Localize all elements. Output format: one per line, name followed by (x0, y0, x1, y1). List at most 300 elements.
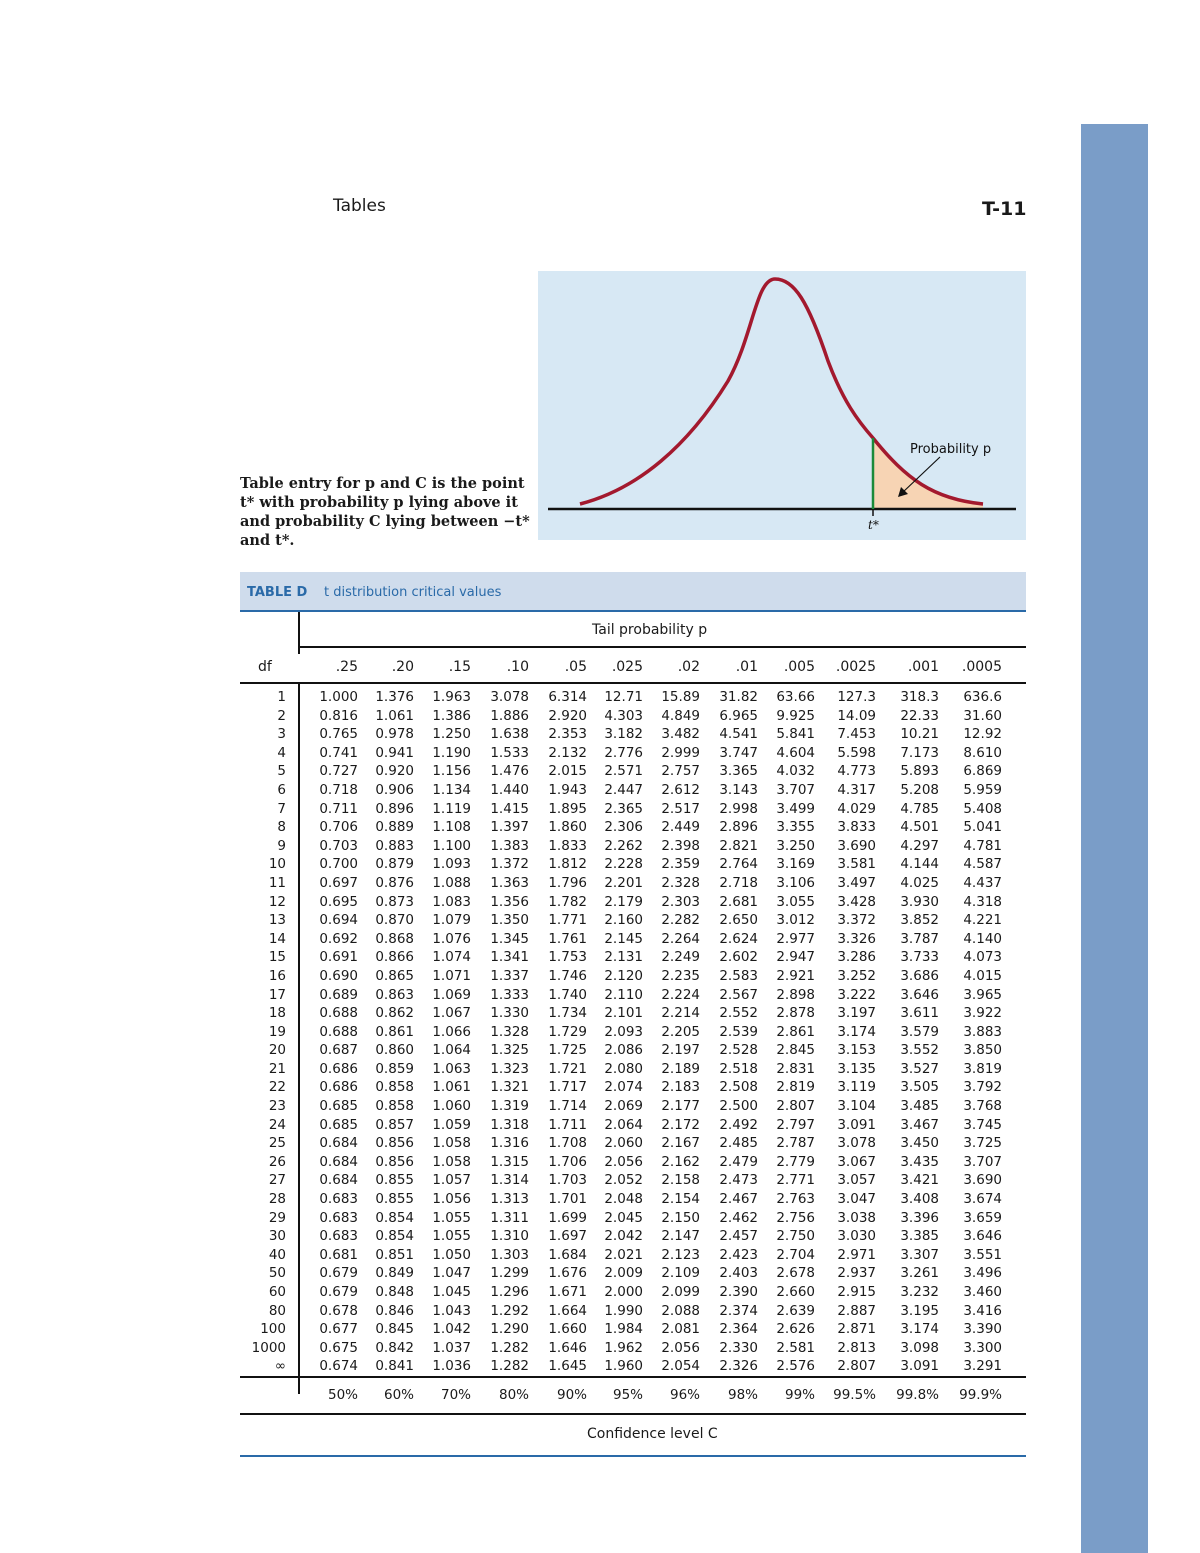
critical-value-cell: 0.848 (375, 1284, 414, 1300)
critical-value-cell: 0.679 (319, 1284, 358, 1300)
critical-value-cell: 3.747 (719, 744, 758, 761)
critical-value-cell: 0.683 (319, 1228, 358, 1245)
critical-value-cell: 1.045 (432, 1284, 471, 1300)
critical-value-cell: 2.552 (719, 1005, 758, 1022)
df-value: 27 (268, 1172, 286, 1189)
df-value: 8 (277, 819, 286, 836)
critical-value-cell: 1.711 (548, 1116, 587, 1133)
df-value: 6 (277, 781, 286, 798)
critical-value-cell: 0.688 (319, 1023, 358, 1040)
critical-value-cell: 3.725 (963, 1135, 1002, 1152)
critical-value-cell: 3.078 (837, 1135, 876, 1152)
df-value: 28 (268, 1191, 286, 1208)
critical-value-cell: 2.845 (776, 1042, 815, 1059)
critical-value-cell: 0.686 (319, 1079, 358, 1096)
critical-value-cell: 4.025 (900, 874, 939, 891)
critical-value-cell: 2.763 (776, 1191, 815, 1208)
critical-value-cell: 3.659 (963, 1209, 1002, 1226)
critical-value-cell: 5.598 (837, 744, 876, 761)
critical-value-cell: 1.860 (548, 819, 587, 836)
critical-value-cell: 2.887 (837, 1302, 876, 1319)
df-value: 40 (268, 1246, 286, 1263)
critical-value-cell: 0.896 (375, 800, 414, 817)
critical-value-cell: 1.725 (548, 1042, 587, 1059)
critical-value-cell: 0.685 (319, 1098, 358, 1115)
critical-value-cell: 1.886 (490, 707, 529, 724)
critical-value-cell: 6.965 (719, 707, 758, 724)
critical-value-cell: 2.364 (719, 1321, 758, 1338)
critical-value-cell: 2.093 (604, 1023, 643, 1040)
df-value: 30 (268, 1228, 286, 1245)
critical-value-cell: 1.071 (432, 967, 471, 984)
critical-value-cell: 1.386 (432, 707, 471, 724)
critical-value-cell: 0.711 (319, 800, 358, 817)
confidence-level-cell: 95% (612, 1387, 643, 1403)
critical-value-cell: 2.365 (604, 800, 643, 817)
critical-value-cell: 1.310 (490, 1228, 529, 1245)
critical-value-cell: 0.862 (375, 1005, 414, 1022)
critical-value-cell: 2.423 (719, 1246, 758, 1263)
critical-value-column (946, 688, 1002, 1376)
df-value: 25 (268, 1135, 286, 1152)
critical-value-column (531, 688, 587, 1376)
tail-prob-header: .025 (611, 659, 643, 675)
critical-value-cell: 3.416 (963, 1302, 1002, 1319)
critical-value-cell: 2.074 (604, 1079, 643, 1096)
critical-value-cell: 3.143 (719, 781, 758, 798)
critical-value-column (358, 688, 414, 1376)
t-distribution-figure (538, 271, 1026, 540)
critical-value-cell: 1.303 (490, 1246, 529, 1263)
critical-value-cell: 1.345 (490, 930, 529, 947)
df-value: 26 (268, 1153, 286, 1170)
critical-value-cell: 2.235 (661, 967, 700, 984)
critical-value-cell: 4.773 (837, 763, 876, 780)
critical-value-cell: 1.761 (548, 930, 587, 947)
critical-value-cell: 1.057 (432, 1172, 471, 1189)
df-value: 16 (268, 967, 286, 984)
critical-value-cell: 2.264 (661, 930, 700, 947)
critical-value-cell: 1.796 (548, 874, 587, 891)
critical-value-cell: 1.061 (432, 1079, 471, 1096)
critical-value-cell: 1.341 (490, 949, 529, 966)
critical-value-cell: 3.460 (963, 1284, 1002, 1300)
critical-value-cell: 1.066 (432, 1023, 471, 1040)
critical-value-cell: 2.624 (719, 930, 758, 947)
critical-value-cell: 1.058 (432, 1135, 471, 1152)
critical-value-cell: 1.746 (548, 967, 587, 984)
critical-value-cell: 3.232 (900, 1284, 939, 1300)
critical-value-cell: 2.109 (661, 1265, 700, 1282)
critical-value-cell: 4.303 (604, 707, 643, 724)
critical-value-cell: 2.539 (719, 1023, 758, 1040)
critical-value-cell: 2.764 (719, 856, 758, 873)
critical-value-cell: 2.947 (776, 949, 815, 966)
tail-prob-header: .0005 (961, 659, 1002, 675)
critical-value-cell: 0.700 (319, 856, 358, 873)
critical-value-cell: 3.787 (900, 930, 939, 947)
critical-value-column (302, 688, 358, 1376)
critical-value-cell: 0.854 (375, 1228, 414, 1245)
critical-value-cell: 1.703 (548, 1172, 587, 1189)
critical-value-cell: 4.029 (837, 800, 876, 817)
critical-value-cell: 1.990 (604, 1302, 643, 1319)
critical-value-cell: 3.852 (900, 912, 939, 929)
critical-value-cell: 2.145 (604, 930, 643, 947)
critical-value-cell: 4.221 (963, 912, 1002, 929)
critical-value-cell: 1.315 (490, 1153, 529, 1170)
critical-value-cell: 3.355 (776, 819, 815, 836)
critical-value-cell: 0.718 (319, 781, 358, 798)
critical-value-cell: 0.865 (375, 967, 414, 984)
df-value: 80 (268, 1302, 286, 1319)
critical-value-cell: 2.326 (719, 1358, 758, 1375)
critical-value-cell: 2.977 (776, 930, 815, 947)
df-value: 10 (268, 856, 286, 873)
critical-value-cell: 2.060 (604, 1135, 643, 1152)
running-head: Tables (333, 196, 386, 216)
critical-value-cell: 4.781 (963, 837, 1002, 854)
critical-value-cell: 2.197 (661, 1042, 700, 1059)
critical-value-cell: 0.692 (319, 930, 358, 947)
critical-value-cell: 2.612 (661, 781, 700, 798)
critical-value-cell: 2.571 (604, 763, 643, 780)
critical-value-cell: 3.078 (490, 689, 529, 705)
critical-value-cell: 2.718 (719, 874, 758, 891)
critical-value-cell: 5.208 (900, 781, 939, 798)
critical-value-cell: 5.959 (963, 781, 1002, 798)
critical-value-cell: 3.497 (837, 874, 876, 891)
critical-value-cell: 6.869 (963, 763, 1002, 780)
critical-value-cell: 0.678 (319, 1302, 358, 1319)
critical-value-column (415, 688, 471, 1376)
critical-value-cell: 0.870 (375, 912, 414, 929)
critical-value-cell: 2.602 (719, 949, 758, 966)
critical-value-cell: 0.690 (319, 967, 358, 984)
df-divider (298, 684, 300, 1394)
critical-value-cell: 2.528 (719, 1042, 758, 1059)
page-number: T-11 (982, 198, 1027, 220)
critical-value-cell: 1.055 (432, 1209, 471, 1226)
critical-value-cell: 3.768 (963, 1098, 1002, 1115)
critical-value-cell: 2.042 (604, 1228, 643, 1245)
critical-value-cell: 1.684 (548, 1246, 587, 1263)
critical-value-cell: 4.140 (963, 930, 1002, 947)
critical-value-cell: 0.883 (375, 837, 414, 854)
critical-value-cell: 2.457 (719, 1228, 758, 1245)
critical-value-cell: 2.971 (837, 1246, 876, 1263)
critical-value-cell: 2.398 (661, 837, 700, 854)
critical-value-cell: 2.177 (661, 1098, 700, 1115)
tail-prob-header: .0025 (835, 659, 876, 675)
critical-value-cell: 2.447 (604, 781, 643, 798)
tail-prob-header: .02 (677, 659, 700, 675)
critical-value-cell: 0.706 (319, 819, 358, 836)
critical-value-cell: 2.807 (837, 1358, 876, 1375)
critical-value-cell: 3.153 (837, 1042, 876, 1059)
critical-value-cell: 2.249 (661, 949, 700, 966)
df-value: 13 (268, 912, 286, 929)
critical-value-cell: 1.319 (490, 1098, 529, 1115)
tail-prob-header: .005 (783, 659, 815, 675)
confidence-level-cell: 99.8% (896, 1387, 939, 1403)
df-value: 11 (268, 874, 286, 891)
critical-value-cell: 0.697 (319, 874, 358, 891)
critical-value-cell: 2.937 (837, 1265, 876, 1282)
critical-value-cell: 3.408 (900, 1191, 939, 1208)
critical-value-cell: 3.646 (963, 1228, 1002, 1245)
tail-prob-header: .05 (564, 659, 587, 675)
critical-value-cell: 0.691 (319, 949, 358, 966)
critical-value-cell: 1.363 (490, 874, 529, 891)
density-curve-diagram (538, 271, 1026, 540)
critical-value-cell: 3.707 (963, 1153, 1002, 1170)
critical-value-cell: 3.496 (963, 1265, 1002, 1282)
critical-value-cell: 2.757 (661, 763, 700, 780)
df-header: df (258, 659, 272, 675)
critical-value-cell: 14.09 (837, 707, 876, 724)
critical-value-cell: 2.330 (719, 1339, 758, 1356)
critical-value-cell: 1.296 (490, 1284, 529, 1300)
critical-value-cell: 1.325 (490, 1042, 529, 1059)
critical-value-cell: 0.854 (375, 1209, 414, 1226)
critical-value-cell: 0.684 (319, 1135, 358, 1152)
critical-value-column (820, 688, 876, 1376)
critical-value-cell: 3.467 (900, 1116, 939, 1133)
critical-value-cell: 1.721 (548, 1060, 587, 1077)
critical-value-cell: 2.678 (776, 1265, 815, 1282)
critical-value-cell: 2.449 (661, 819, 700, 836)
table-title-band (240, 572, 1026, 610)
critical-value-cell: 2.101 (604, 1005, 643, 1022)
critical-value-cell: 127.3 (837, 689, 876, 705)
df-value: 12 (268, 893, 286, 910)
critical-value-cell: 3.581 (837, 856, 876, 873)
df-value: 3 (277, 726, 286, 743)
critical-value-cell: 0.889 (375, 819, 414, 836)
tail-prob-header: .25 (335, 659, 358, 675)
critical-value-cell: 0.856 (375, 1153, 414, 1170)
critical-value-cell: 1.282 (490, 1339, 529, 1356)
critical-value-cell: 1.397 (490, 819, 529, 836)
critical-value-cell: 0.703 (319, 837, 358, 854)
critical-value-cell: 2.567 (719, 986, 758, 1003)
critical-value-cell: 1.076 (432, 930, 471, 947)
critical-value-cell: 1.318 (490, 1116, 529, 1133)
critical-value-cell: 0.859 (375, 1060, 414, 1077)
critical-value-cell: 0.681 (319, 1246, 358, 1263)
tail-probability-header: Tail probability p (592, 622, 708, 638)
critical-value-cell: 0.920 (375, 763, 414, 780)
critical-value-cell: 2.639 (776, 1302, 815, 1319)
critical-value-cell: 2.473 (719, 1172, 758, 1189)
df-value: 4 (277, 744, 286, 761)
critical-value-cell: 1.064 (432, 1042, 471, 1059)
critical-value-cell: 2.172 (661, 1116, 700, 1133)
critical-value-cell: 3.792 (963, 1079, 1002, 1096)
critical-value-cell: 3.499 (776, 800, 815, 817)
critical-value-cell: 1.060 (432, 1098, 471, 1115)
critical-value-cell: 1.059 (432, 1116, 471, 1133)
critical-value-cell: 1.740 (548, 986, 587, 1003)
df-value: 21 (268, 1060, 286, 1077)
critical-value-cell: 12.71 (604, 689, 643, 705)
critical-value-cell: 3.307 (900, 1246, 939, 1263)
critical-value-cell: 3.300 (963, 1339, 1002, 1356)
critical-value-cell: 2.228 (604, 856, 643, 873)
critical-value-cell: 0.849 (375, 1265, 414, 1282)
critical-value-column (702, 688, 758, 1376)
critical-value-cell: 1.812 (548, 856, 587, 873)
critical-value-cell: 2.650 (719, 912, 758, 929)
critical-value-cell: 0.688 (319, 1005, 358, 1022)
critical-value-cell: 1.984 (604, 1321, 643, 1338)
critical-value-cell: 3.922 (963, 1005, 1002, 1022)
critical-value-cell: 2.306 (604, 819, 643, 836)
critical-value-cell: 2.999 (661, 744, 700, 761)
critical-value-cell: 2.462 (719, 1209, 758, 1226)
critical-value-cell: 2.088 (661, 1302, 700, 1319)
tail-prob-header: .01 (735, 659, 758, 675)
critical-value-cell: 0.855 (375, 1191, 414, 1208)
critical-value-cell: 1.056 (432, 1191, 471, 1208)
critical-value-cell: 3.646 (900, 986, 939, 1003)
critical-value-cell: 2.374 (719, 1302, 758, 1319)
critical-value-cell: 0.855 (375, 1172, 414, 1189)
tail-prob-header: .001 (907, 659, 939, 675)
critical-value-cell: 2.080 (604, 1060, 643, 1077)
critical-value-cell: 0.978 (375, 726, 414, 743)
critical-value-cell: 1.701 (548, 1191, 587, 1208)
critical-value-cell: 3.261 (900, 1265, 939, 1282)
critical-value-cell: 0.695 (319, 893, 358, 910)
critical-value-cell: 2.756 (776, 1209, 815, 1226)
critical-value-cell: 1.134 (432, 781, 471, 798)
critical-value-cell: 2.821 (719, 837, 758, 854)
critical-value-cell: 2.064 (604, 1116, 643, 1133)
critical-value-cell: 3.030 (837, 1228, 876, 1245)
critical-value-cell: 2.069 (604, 1098, 643, 1115)
critical-value-cell: 2.021 (604, 1246, 643, 1263)
confidence-level-cell: 99.9% (959, 1387, 1002, 1403)
critical-value-cell: 2.776 (604, 744, 643, 761)
critical-value-cell: 2.154 (661, 1191, 700, 1208)
critical-value-cell: 1.697 (548, 1228, 587, 1245)
critical-value-cell: 2.110 (604, 986, 643, 1003)
critical-value-cell: 1.664 (548, 1302, 587, 1319)
critical-value-cell: 318.3 (900, 689, 939, 705)
density-curve (580, 279, 983, 504)
critical-value-cell: 1.088 (432, 874, 471, 891)
critical-value-cell: 5.841 (776, 726, 815, 743)
critical-value-cell: 0.684 (319, 1172, 358, 1189)
critical-value-cell: 3.527 (900, 1060, 939, 1077)
critical-value-cell: 1.895 (548, 800, 587, 817)
critical-value-cell: 0.876 (375, 874, 414, 891)
critical-value-cell: 2.518 (719, 1060, 758, 1077)
critical-value-cell: 4.073 (963, 949, 1002, 966)
critical-value-cell: 1.299 (490, 1265, 529, 1282)
critical-value-cell: 0.857 (375, 1116, 414, 1133)
critical-value-cell: 4.541 (719, 726, 758, 743)
critical-value-cell: 2.750 (776, 1228, 815, 1245)
df-value: 29 (268, 1209, 286, 1226)
critical-value-cell: 12.92 (963, 726, 1002, 743)
critical-value-cell: 10.21 (900, 726, 939, 743)
critical-value-cell: 0.694 (319, 912, 358, 929)
critical-value-cell: 0.873 (375, 893, 414, 910)
critical-value-cell: 2.878 (776, 1005, 815, 1022)
critical-value-cell: 2.479 (719, 1153, 758, 1170)
critical-value-cell: 1.313 (490, 1191, 529, 1208)
critical-value-cell: 2.214 (661, 1005, 700, 1022)
critical-value-cell: 31.82 (719, 689, 758, 705)
critical-value-cell: 1.734 (548, 1005, 587, 1022)
critical-value-cell: 1.108 (432, 819, 471, 836)
critical-value-cell: 0.679 (319, 1265, 358, 1282)
critical-value-cell: 2.813 (837, 1339, 876, 1356)
critical-value-cell: 2.132 (548, 744, 587, 761)
critical-value-column (473, 688, 529, 1376)
sidebar-band (1081, 124, 1148, 1553)
critical-value-cell: 2.492 (719, 1116, 758, 1133)
critical-value-cell: 3.372 (837, 912, 876, 929)
critical-value-cell: 1.290 (490, 1321, 529, 1338)
critical-value-cell: 1.676 (548, 1265, 587, 1282)
df-value: 18 (268, 1005, 286, 1022)
critical-value-cell: 1.943 (548, 781, 587, 798)
critical-value-cell: 2.147 (661, 1228, 700, 1245)
critical-value-cell: 1.671 (548, 1284, 587, 1300)
body-bottom-rule (240, 1376, 1026, 1378)
critical-value-cell: 1.042 (432, 1321, 471, 1338)
critical-value-cell: 2.224 (661, 986, 700, 1003)
critical-value-cell: 2.517 (661, 800, 700, 817)
critical-value-cell: 2.158 (661, 1172, 700, 1189)
critical-value-cell: 63.66 (776, 689, 815, 705)
critical-value-cell: 0.689 (319, 986, 358, 1003)
critical-value-cell: 2.081 (661, 1321, 700, 1338)
df-value: 1000 (251, 1339, 286, 1356)
critical-value-cell: 2.201 (604, 874, 643, 891)
critical-value-cell: 1.292 (490, 1302, 529, 1319)
critical-value-cell: 2.626 (776, 1321, 815, 1338)
critical-value-cell: 2.390 (719, 1284, 758, 1300)
critical-value-cell: 1.043 (432, 1302, 471, 1319)
critical-value-cell: 1.753 (548, 949, 587, 966)
critical-value-cell: 3.182 (604, 726, 643, 743)
critical-value-cell: 1.050 (432, 1246, 471, 1263)
critical-value-cell: 0.941 (375, 744, 414, 761)
critical-value-cell: 1.383 (490, 837, 529, 854)
critical-value-cell: 1.321 (490, 1079, 529, 1096)
critical-value-cell: 3.135 (837, 1060, 876, 1077)
critical-value-cell: 3.038 (837, 1209, 876, 1226)
critical-value-cell: 2.581 (776, 1339, 815, 1356)
critical-value-cell: 1.960 (604, 1358, 643, 1375)
critical-value-cell: 0.675 (319, 1339, 358, 1356)
header-bottom-rule (240, 682, 1026, 684)
df-value: 50 (268, 1265, 286, 1282)
df-value: 5 (277, 763, 286, 780)
critical-value-cell: 1.476 (490, 763, 529, 780)
critical-value-cell: 1.083 (432, 893, 471, 910)
critical-value-cell: 2.485 (719, 1135, 758, 1152)
critical-value-cell: 1.771 (548, 912, 587, 929)
critical-value-cell: 3.106 (776, 874, 815, 891)
critical-value-cell: 1.061 (375, 707, 414, 724)
critical-value-cell: 3.119 (837, 1079, 876, 1096)
